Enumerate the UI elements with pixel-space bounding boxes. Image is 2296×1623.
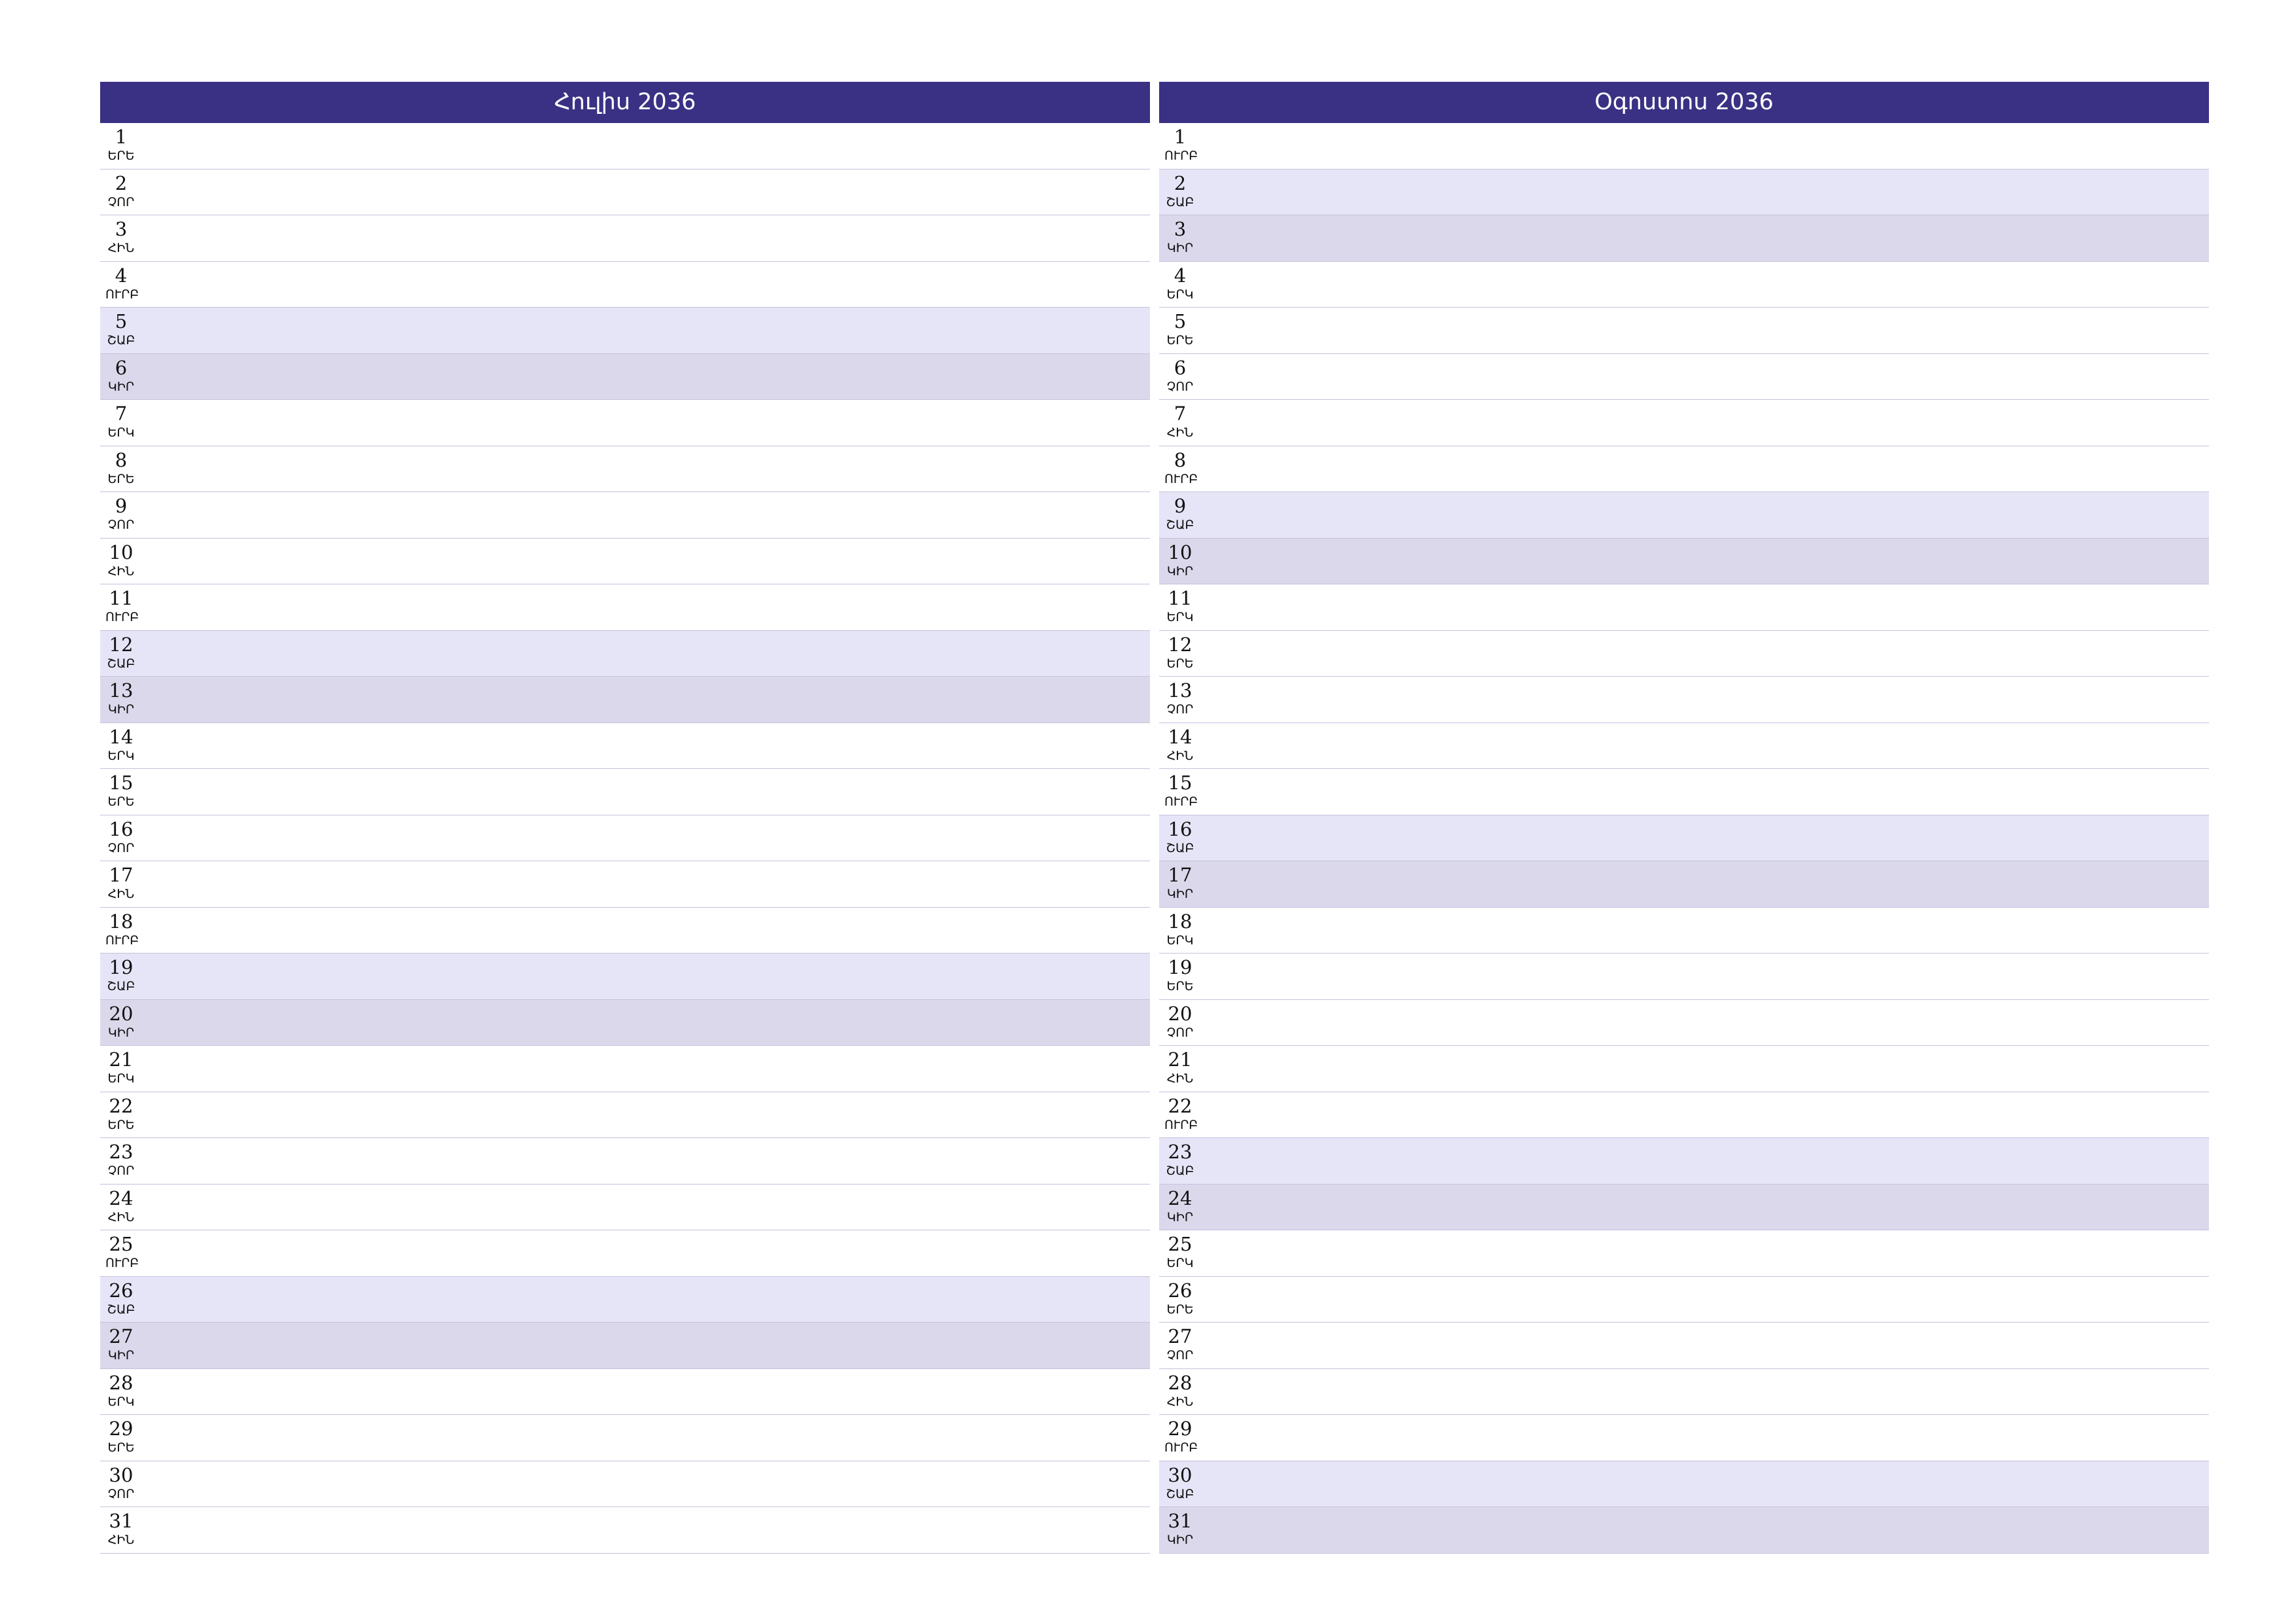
weekday-label: ԵՐԿ xyxy=(107,1071,135,1086)
weekday-label: ԵՐԿ xyxy=(107,748,135,763)
month-header: Օգոստոս 2036 xyxy=(1159,82,2209,123)
day-number: 9 xyxy=(1174,495,1187,517)
weekday-label: ՀԻՆ xyxy=(1166,425,1194,440)
weekday-label: ՈՒՐԲ xyxy=(105,933,139,948)
day-number: 20 xyxy=(1168,1002,1193,1025)
weekday-label: ԵՐԿ xyxy=(1166,1256,1194,1270)
weekday-label: ՀԻՆ xyxy=(107,563,135,579)
day-row[interactable] xyxy=(1159,1092,2209,1139)
day-number: 17 xyxy=(109,864,134,886)
day-row[interactable] xyxy=(100,631,1150,677)
day-number: 27 xyxy=(109,1325,134,1347)
weekday-label: ԵՐԵ xyxy=(1166,1302,1194,1317)
day-number: 12 xyxy=(1168,633,1193,656)
weekday-label: ՉՈՐ xyxy=(107,518,135,532)
weekday-label: ԿԻՐ xyxy=(1166,241,1194,255)
day-row[interactable] xyxy=(100,262,1150,308)
day-number: 20 xyxy=(109,1002,134,1025)
weekday-label: ՀԻՆ xyxy=(1166,1071,1194,1086)
day-number: 29 xyxy=(1168,1418,1193,1440)
day-number: 16 xyxy=(109,817,134,840)
weekday-label: ՀԻՆ xyxy=(1166,748,1194,763)
day-row[interactable] xyxy=(1159,769,2209,815)
day-list xyxy=(1159,123,2209,1554)
day-number: 11 xyxy=(109,587,134,609)
weekday-label: ԿԻՐ xyxy=(1166,563,1194,579)
weekday-label: ԵՐԵ xyxy=(107,794,135,809)
weekday-label: ՀԻՆ xyxy=(107,1209,135,1224)
weekday-label: ՇԱԲ xyxy=(1166,1486,1194,1501)
day-row[interactable] xyxy=(1159,492,2209,539)
weekday-label: ՀԻՆ xyxy=(1166,1394,1194,1409)
day-number: 31 xyxy=(109,1510,134,1532)
day-row[interactable] xyxy=(100,1230,1150,1277)
day-row[interactable] xyxy=(1159,1369,2209,1416)
weekday-label: ԵՐԵ xyxy=(107,471,135,486)
day-row[interactable] xyxy=(100,1507,1150,1554)
day-number: 4 xyxy=(115,264,128,287)
day-row[interactable] xyxy=(1159,1507,2209,1554)
day-list xyxy=(100,123,1150,1554)
day-row[interactable] xyxy=(1159,584,2209,631)
day-row[interactable] xyxy=(1159,954,2209,1000)
weekday-label: ԿԻՐ xyxy=(1166,1209,1194,1224)
weekday-label: ՇԱԲ xyxy=(107,656,135,671)
weekday-label: ԵՐԵ xyxy=(107,1117,135,1132)
day-row[interactable] xyxy=(100,492,1150,539)
day-number: 8 xyxy=(115,448,128,471)
weekday-label: ԵՐԿ xyxy=(1166,933,1194,948)
day-number: 17 xyxy=(1168,864,1193,886)
weekday-label: ԵՐԿ xyxy=(1166,610,1194,624)
day-row[interactable] xyxy=(100,1461,1150,1508)
day-row[interactable] xyxy=(100,1000,1150,1046)
day-number: 1 xyxy=(115,126,128,148)
weekday-label: ԿԻՐ xyxy=(107,379,135,394)
day-row[interactable] xyxy=(100,539,1150,585)
weekday-label: ԿԻՐ xyxy=(107,1348,135,1363)
day-number: 14 xyxy=(1168,725,1193,748)
weekday-label: ՀԻՆ xyxy=(107,887,135,901)
weekday-label: ՈՒՐԲ xyxy=(1164,1117,1198,1132)
day-number: 24 xyxy=(1168,1186,1193,1209)
day-number: 22 xyxy=(1168,1094,1193,1117)
weekday-label: ԵՐԿ xyxy=(107,1394,135,1409)
day-row[interactable] xyxy=(100,1415,1150,1461)
day-number: 13 xyxy=(109,679,134,702)
day-number: 9 xyxy=(115,495,128,517)
day-row[interactable] xyxy=(100,446,1150,493)
day-row[interactable] xyxy=(1159,1000,2209,1046)
day-row[interactable] xyxy=(1159,631,2209,677)
day-row[interactable] xyxy=(100,677,1150,723)
day-number: 30 xyxy=(109,1463,134,1486)
weekday-label: ՈՒՐԲ xyxy=(105,1256,139,1270)
weekday-label: ՉՈՐ xyxy=(1166,379,1194,394)
day-row[interactable] xyxy=(100,354,1150,401)
day-number: 22 xyxy=(109,1094,134,1117)
day-number: 21 xyxy=(1168,1048,1193,1071)
weekday-label: ԵՐԵ xyxy=(1166,333,1194,348)
day-number: 24 xyxy=(109,1186,134,1209)
weekday-label: ՉՈՐ xyxy=(107,1164,135,1178)
day-number: 16 xyxy=(1168,817,1193,840)
weekday-label: ՇԱԲ xyxy=(1166,194,1194,209)
weekday-label: ՈՒՐԲ xyxy=(1164,149,1198,163)
weekday-label: ՈՒՐԲ xyxy=(1164,794,1198,809)
day-row[interactable] xyxy=(1159,677,2209,723)
day-row[interactable] xyxy=(1159,908,2209,954)
day-number: 7 xyxy=(1174,402,1187,425)
day-row[interactable] xyxy=(1159,815,2209,862)
day-row[interactable] xyxy=(100,1369,1150,1416)
day-number: 3 xyxy=(115,218,128,240)
day-row[interactable] xyxy=(100,769,1150,815)
weekday-label: ՉՈՐ xyxy=(1166,702,1194,717)
day-number: 29 xyxy=(109,1418,134,1440)
day-row[interactable] xyxy=(100,584,1150,631)
day-number: 31 xyxy=(1168,1510,1193,1532)
day-row[interactable] xyxy=(1159,215,2209,262)
weekday-label: ԵՐԿ xyxy=(107,425,135,440)
weekday-label: ՈՒՐԲ xyxy=(1164,471,1198,486)
month-july xyxy=(100,82,1150,1554)
day-row[interactable] xyxy=(1159,723,2209,770)
weekday-label: ԿԻՐ xyxy=(1166,887,1194,901)
day-row[interactable] xyxy=(100,815,1150,862)
day-number: 28 xyxy=(109,1371,134,1394)
day-number: 5 xyxy=(115,310,128,332)
day-row[interactable] xyxy=(1159,1230,2209,1277)
day-number: 26 xyxy=(1168,1279,1193,1302)
day-row[interactable] xyxy=(100,1323,1150,1369)
day-row[interactable] xyxy=(100,861,1150,908)
day-row[interactable] xyxy=(100,908,1150,954)
day-number: 19 xyxy=(1168,956,1193,978)
month-august xyxy=(1159,82,2209,1554)
day-row[interactable] xyxy=(100,169,1150,216)
day-row[interactable] xyxy=(1159,400,2209,446)
day-row[interactable] xyxy=(100,1092,1150,1139)
day-row[interactable] xyxy=(1159,1461,2209,1508)
day-row[interactable] xyxy=(100,1185,1150,1231)
day-number: 25 xyxy=(109,1233,134,1255)
day-row[interactable] xyxy=(1159,446,2209,493)
day-row[interactable] xyxy=(100,1277,1150,1323)
day-number: 11 xyxy=(1168,587,1193,609)
weekday-label: ՇԱԲ xyxy=(1166,840,1194,855)
weekday-label: ԵՐԵ xyxy=(107,1440,135,1455)
day-number: 5 xyxy=(1174,310,1187,332)
weekday-label: ՇԱԲ xyxy=(107,979,135,993)
weekday-label: ՉՈՐ xyxy=(1166,1348,1194,1363)
day-number: 10 xyxy=(1168,541,1193,563)
weekday-label: ԿԻՐ xyxy=(107,1025,135,1040)
day-number: 3 xyxy=(1174,218,1187,240)
weekday-label: ՇԱԲ xyxy=(107,1302,135,1317)
day-row[interactable] xyxy=(1159,1185,2209,1231)
day-row[interactable] xyxy=(1159,1277,2209,1323)
weekday-label: ԵՐԵ xyxy=(1166,979,1194,993)
day-number: 12 xyxy=(109,633,134,656)
day-row[interactable] xyxy=(100,1138,1150,1185)
day-row[interactable] xyxy=(1159,169,2209,216)
weekday-label: ԿԻՐ xyxy=(1166,1533,1194,1547)
day-number: 1 xyxy=(1174,126,1187,148)
weekday-label: ՇԱԲ xyxy=(1166,518,1194,532)
day-row[interactable] xyxy=(1159,123,2209,169)
day-row[interactable] xyxy=(100,215,1150,262)
weekday-label: ԵՐԿ xyxy=(1166,287,1194,302)
day-number: 4 xyxy=(1174,264,1187,287)
day-row[interactable] xyxy=(1159,1415,2209,1461)
day-row[interactable] xyxy=(100,123,1150,169)
day-number: 21 xyxy=(109,1048,134,1071)
day-number: 13 xyxy=(1168,679,1193,702)
day-row[interactable] xyxy=(1159,539,2209,585)
weekday-label: ՈՒՐԲ xyxy=(105,287,139,302)
day-row[interactable] xyxy=(100,400,1150,446)
day-row[interactable] xyxy=(1159,1138,2209,1185)
day-row[interactable] xyxy=(1159,262,2209,308)
day-number: 27 xyxy=(1168,1325,1193,1347)
day-row[interactable] xyxy=(1159,354,2209,401)
day-row[interactable] xyxy=(1159,308,2209,354)
day-row[interactable] xyxy=(100,954,1150,1000)
day-number: 23 xyxy=(109,1141,134,1163)
day-number: 15 xyxy=(1168,772,1193,794)
day-number: 7 xyxy=(115,402,128,425)
day-number: 28 xyxy=(1168,1371,1193,1394)
day-number: 8 xyxy=(1174,448,1187,471)
month-header: Հուլիս 2036 xyxy=(100,82,1150,123)
weekday-label: ԵՐԵ xyxy=(107,149,135,163)
day-number: 30 xyxy=(1168,1463,1193,1486)
weekday-label: ՉՈՐ xyxy=(1166,1025,1194,1040)
day-row[interactable] xyxy=(100,723,1150,770)
weekday-label: ՀԻՆ xyxy=(107,1533,135,1547)
weekday-label: ՈՒՐԲ xyxy=(105,610,139,624)
day-number: 14 xyxy=(109,725,134,748)
day-number: 18 xyxy=(109,910,134,933)
day-number: 18 xyxy=(1168,910,1193,933)
weekday-label: ՇԱԲ xyxy=(1166,1164,1194,1178)
day-number: 6 xyxy=(115,356,128,379)
day-number: 2 xyxy=(115,171,128,194)
day-number: 23 xyxy=(1168,1141,1193,1163)
weekday-label: ՇԱԲ xyxy=(107,333,135,348)
weekday-label: ԵՐԵ xyxy=(1166,656,1194,671)
day-row[interactable] xyxy=(1159,861,2209,908)
weekday-label: ՉՈՐ xyxy=(107,194,135,209)
day-number: 26 xyxy=(109,1279,134,1302)
weekday-label: ՀԻՆ xyxy=(107,241,135,255)
day-number: 6 xyxy=(1174,356,1187,379)
weekday-label: ԿԻՐ xyxy=(107,702,135,717)
day-number: 15 xyxy=(109,772,134,794)
day-number: 2 xyxy=(1174,171,1187,194)
weekday-label: ՉՈՐ xyxy=(107,1486,135,1501)
day-row[interactable] xyxy=(1159,1323,2209,1369)
weekday-label: ՈՒՐԲ xyxy=(1164,1440,1198,1455)
day-number: 25 xyxy=(1168,1233,1193,1255)
weekday-label: ՉՈՐ xyxy=(107,840,135,855)
day-row[interactable] xyxy=(100,308,1150,354)
day-number: 19 xyxy=(109,956,134,978)
day-row[interactable] xyxy=(100,1046,1150,1092)
day-row[interactable] xyxy=(1159,1046,2209,1092)
day-number: 10 xyxy=(109,541,134,563)
